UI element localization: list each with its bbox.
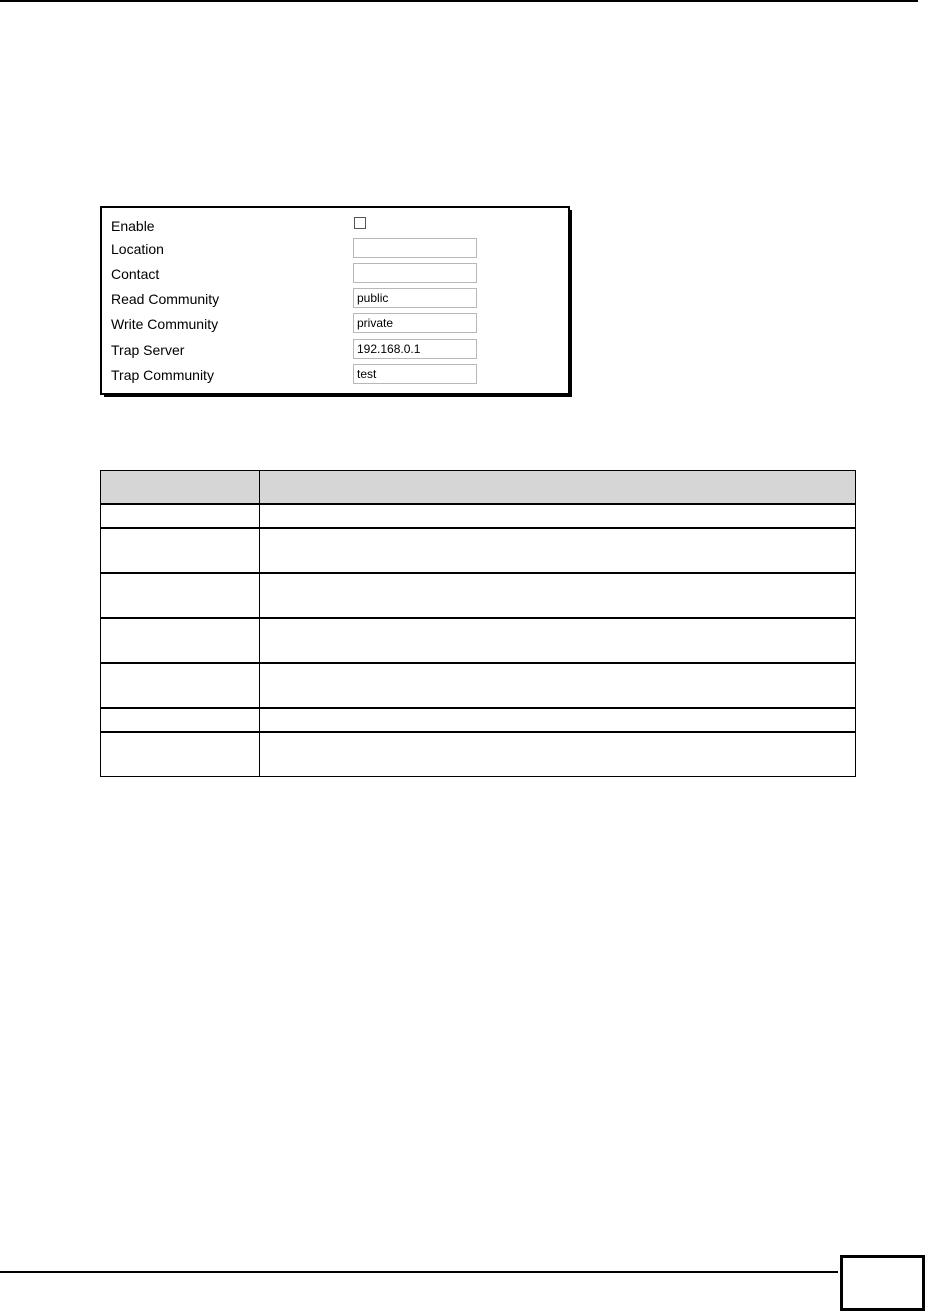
table-cell-label — [101, 663, 260, 708]
label-column-header — [101, 471, 260, 505]
read-community-label: Read Community — [111, 291, 220, 307]
trap-server-input[interactable] — [353, 339, 477, 359]
table-cell-description — [260, 708, 856, 732]
read-community-row — [111, 288, 551, 310]
table-cell-description — [260, 732, 856, 777]
table-row — [101, 573, 856, 618]
table-row — [101, 663, 856, 708]
table-cell-label — [101, 732, 260, 777]
table-row — [101, 732, 856, 777]
contact-input[interactable] — [353, 263, 477, 283]
location-row — [111, 238, 551, 260]
table-cell-description — [260, 618, 856, 663]
field-description-table — [100, 470, 856, 777]
write-community-label: Write Community — [111, 316, 219, 332]
table-cell-description — [260, 528, 856, 573]
snmp-settings-panel — [100, 206, 570, 395]
table-row — [101, 504, 856, 528]
contact-label: Contact — [111, 266, 160, 282]
trap-server-row — [111, 339, 551, 361]
table-cell-label — [101, 708, 260, 732]
enable-label: Enable — [111, 218, 155, 234]
table-row — [101, 618, 856, 663]
table-cell-label — [101, 528, 260, 573]
contact-row — [111, 263, 551, 285]
header-rule — [0, 0, 918, 2]
write-community-row — [111, 313, 551, 335]
description-column-header — [260, 471, 856, 505]
table-cell-label — [101, 618, 260, 663]
footer-rule — [0, 1271, 838, 1273]
table-cell-label — [101, 504, 260, 528]
table-cell-description — [260, 573, 856, 618]
trap-community-input[interactable] — [353, 364, 477, 384]
trap-community-label: Trap Community — [111, 367, 214, 383]
location-input[interactable] — [353, 238, 477, 258]
page-number-box — [840, 1255, 925, 1311]
table-cell-label — [101, 573, 260, 618]
enable-checkbox[interactable] — [354, 217, 366, 229]
enable-row — [111, 215, 551, 237]
table-cell-description — [260, 504, 856, 528]
table-cell-description — [260, 663, 856, 708]
location-label: Location — [111, 241, 164, 257]
read-community-input[interactable] — [353, 288, 477, 308]
table-row — [101, 528, 856, 573]
trap-server-label: Trap Server — [111, 342, 185, 358]
write-community-input[interactable] — [353, 313, 477, 333]
table-row — [101, 708, 856, 732]
trap-community-row — [111, 364, 551, 386]
table-header-row — [101, 471, 856, 505]
